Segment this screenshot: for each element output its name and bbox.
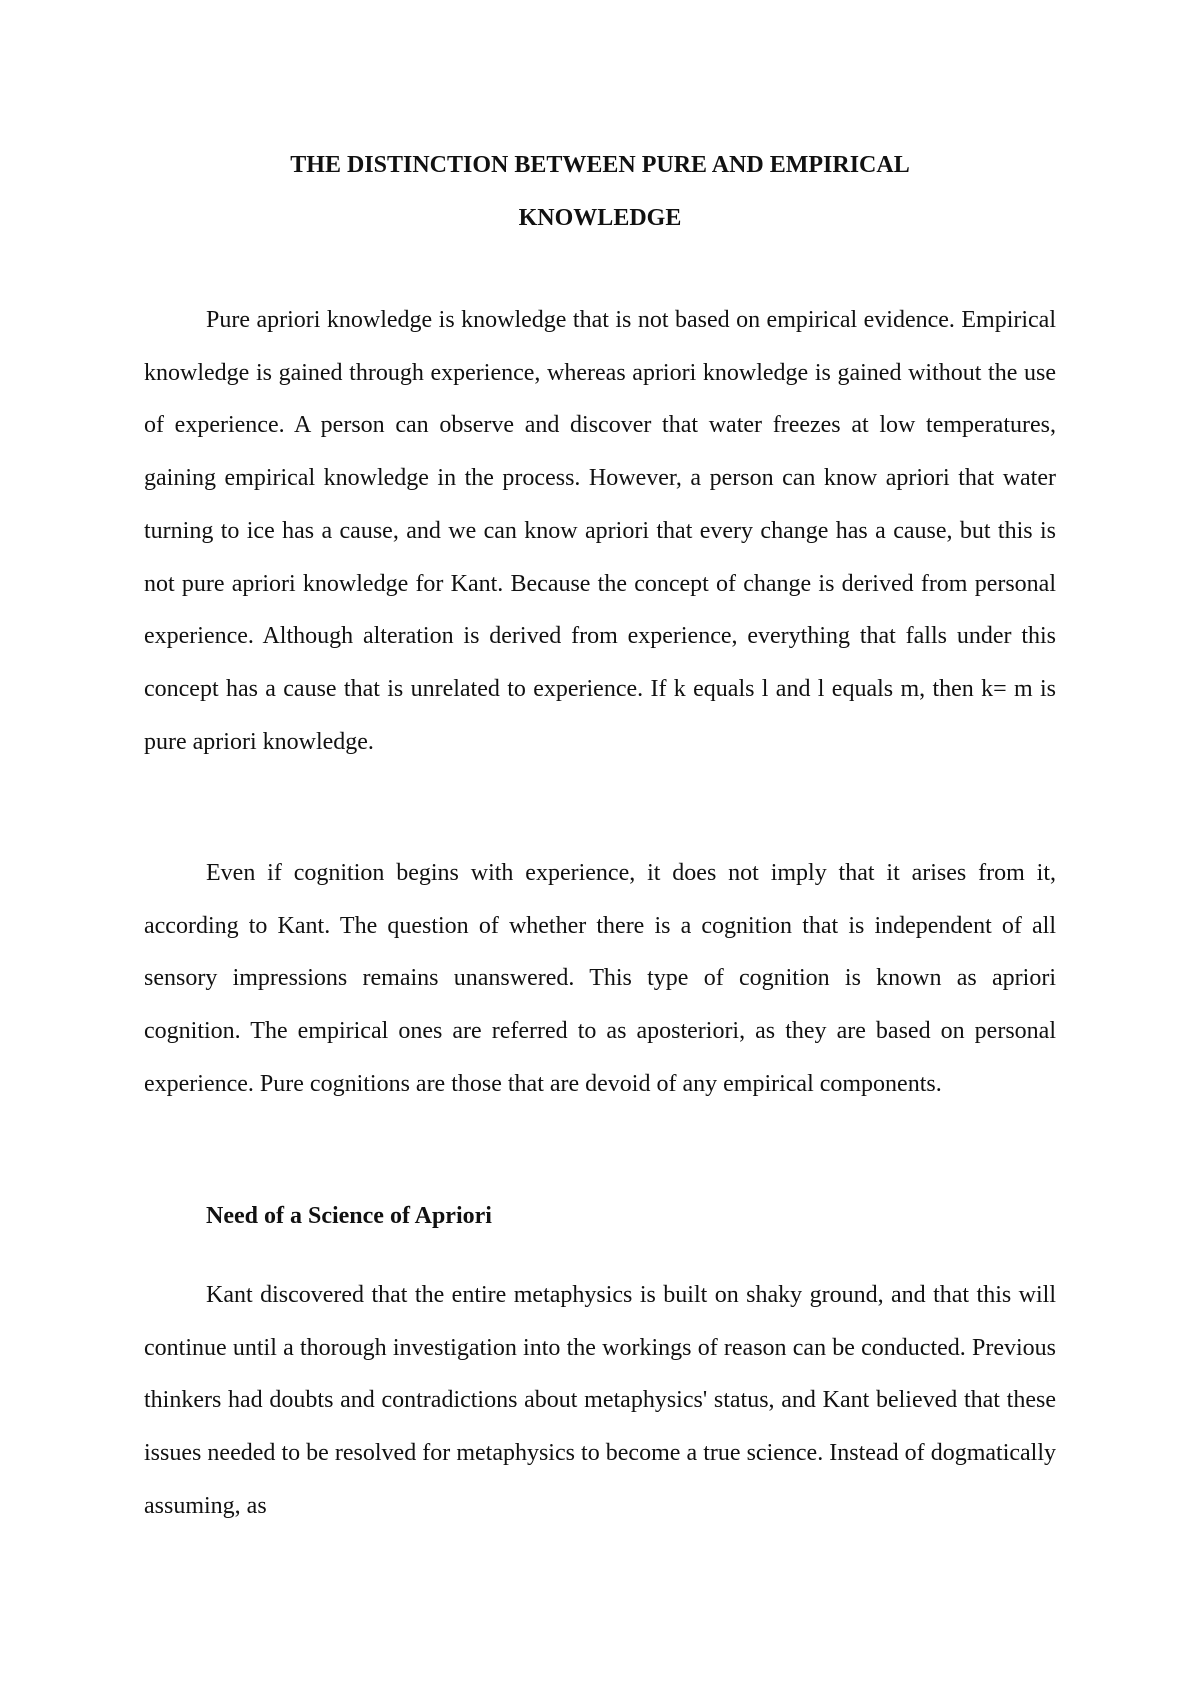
- paragraph-pure-apriori: Pure apriori knowledge is knowledge that is not based on empirical evidence. Empirical knowledge is gained through experience, whereas apriori knowledge is gained without the use of experience. A person can observe and discover that water freezes at low temperatures, gaining empirical knowledge in the process. However, a person can know apriori that water turning to ice has a cause, and we can know apriori that every change has a cause, but this is not pure apriori knowledge for Kant. Because the concept of change is derived from personal experience. Although alteration is derived from experience, everything that falls under this concept has a cause that is unrelated to experience. If k equals l and l equals m, then k= m is pure apriori knowledge.: [144, 307, 1056, 755]
- paragraph-metaphysics: Kant discovered that the entire metaphysics is built on shaky ground, and that this will continue until a thorough investigation into the workings of reason can be conducted. Previous thinkers had doubts and contradictions about metaphysics' status, and Kant believed that these issues needed to be resolved for metaphysics to become a true science. Instead of dogmatically assuming, as: [144, 1282, 1056, 1519]
- paragraph-cognition: Even if cognition begins with experience, it does not imply that it arises from it, according to Kant. The question of whether there is a cognition that is independent of all sensory impressions remains unanswered. This type of cognition is known as apriori cognition. The empirical ones are referred to as aposteriori, as they are based on personal experience. Pure cognitions are those that are devoid of any empirical components.: [144, 860, 1056, 1097]
- section-heading: Need of a Science of Apriori: [206, 1203, 492, 1229]
- document-title-line-2: KNOWLEDGE: [518, 205, 682, 231]
- document-title-line-1: THE DISTINCTION BETWEEN PURE AND EMPIRICAL: [290, 152, 910, 178]
